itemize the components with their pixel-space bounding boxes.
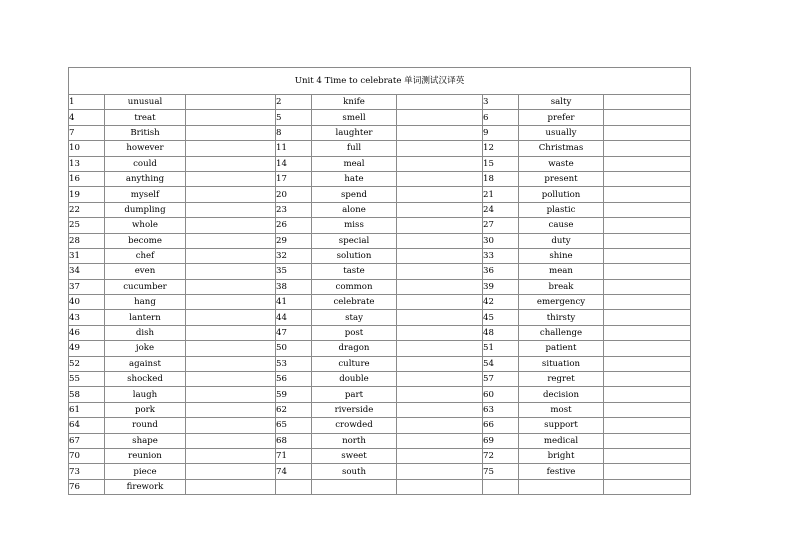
item-number: 11: [276, 141, 312, 156]
item-number: 14: [276, 156, 312, 171]
item-number: 8: [276, 125, 312, 140]
answer-blank[interactable]: [604, 372, 691, 387]
vocab-word: pork: [105, 402, 186, 417]
answer-blank[interactable]: [186, 279, 276, 294]
item-number: 74: [276, 464, 312, 479]
vocab-word: whole: [105, 218, 186, 233]
answer-blank[interactable]: [604, 310, 691, 325]
item-number: 75: [483, 464, 519, 479]
table-row: [69, 325, 691, 340]
vocab-word: cucumber: [105, 279, 186, 294]
answer-blank[interactable]: [604, 248, 691, 263]
vocab-word: reunion: [105, 448, 186, 463]
answer-blank[interactable]: [397, 479, 483, 494]
item-number: 22: [69, 202, 105, 217]
item-number: 71: [276, 448, 312, 463]
answer-blank[interactable]: [604, 233, 691, 248]
vocab-word: present: [519, 171, 604, 186]
answer-blank[interactable]: [604, 264, 691, 279]
table-row: [69, 141, 691, 156]
vocab-word: miss: [312, 218, 397, 233]
answer-blank[interactable]: [397, 279, 483, 294]
vocab-word: dragon: [312, 341, 397, 356]
vocab-word: firework: [105, 479, 186, 494]
vocab-word: waste: [519, 156, 604, 171]
vocab-word: against: [105, 356, 186, 371]
item-number: 63: [483, 402, 519, 417]
item-number: 49: [69, 341, 105, 356]
item-number: 24: [483, 202, 519, 217]
answer-blank[interactable]: [186, 295, 276, 310]
answer-blank[interactable]: [186, 433, 276, 448]
answer-blank[interactable]: [397, 218, 483, 233]
vocab-word: duty: [519, 233, 604, 248]
answer-blank[interactable]: [397, 402, 483, 417]
table-row: [69, 233, 691, 248]
vocab-word: joke: [105, 341, 186, 356]
item-number: 62: [276, 402, 312, 417]
answer-blank[interactable]: [397, 156, 483, 171]
answer-blank[interactable]: [397, 448, 483, 463]
answer-blank[interactable]: [186, 95, 276, 110]
answer-blank[interactable]: [397, 418, 483, 433]
item-number: 15: [483, 156, 519, 171]
item-number: 60: [483, 387, 519, 402]
answer-blank[interactable]: [397, 233, 483, 248]
vocabulary-table: [68, 67, 691, 495]
vocab-word: full: [312, 141, 397, 156]
vocab-word: challenge: [519, 325, 604, 340]
item-number: 37: [69, 279, 105, 294]
vocab-word: plastic: [519, 202, 604, 217]
vocab-word: lantern: [105, 310, 186, 325]
vocab-word: north: [312, 433, 397, 448]
answer-blank[interactable]: [604, 295, 691, 310]
item-number: 27: [483, 218, 519, 233]
vocab-word: dumpling: [105, 202, 186, 217]
vocab-word: crowded: [312, 418, 397, 433]
answer-blank[interactable]: [186, 125, 276, 140]
vocab-word: bright: [519, 448, 604, 463]
answer-blank[interactable]: [397, 110, 483, 125]
vocab-word: laugh: [105, 387, 186, 402]
item-number: 38: [276, 279, 312, 294]
answer-blank[interactable]: [186, 448, 276, 463]
item-number: 35: [276, 264, 312, 279]
vocab-word: taste: [312, 264, 397, 279]
vocab-word: dish: [105, 325, 186, 340]
answer-blank[interactable]: [186, 372, 276, 387]
answer-blank[interactable]: [186, 233, 276, 248]
answer-blank[interactable]: [397, 295, 483, 310]
table-row: [69, 248, 691, 263]
answer-blank[interactable]: [604, 279, 691, 294]
vocab-word: emergency: [519, 295, 604, 310]
answer-blank[interactable]: [397, 125, 483, 140]
answer-blank[interactable]: [186, 325, 276, 340]
answer-blank[interactable]: [604, 187, 691, 202]
item-number: 55: [69, 372, 105, 387]
item-number: 33: [483, 248, 519, 263]
item-number: 25: [69, 218, 105, 233]
table-row: [69, 110, 691, 125]
vocab-word: break: [519, 279, 604, 294]
item-number: 19: [69, 187, 105, 202]
table-row: [69, 202, 691, 217]
vocabulary-test-sheet: [68, 67, 690, 495]
item-number: 36: [483, 264, 519, 279]
vocab-word: unusual: [105, 95, 186, 110]
vocab-word: shocked: [105, 372, 186, 387]
item-number: 76: [69, 479, 105, 494]
answer-blank[interactable]: [397, 141, 483, 156]
answer-blank[interactable]: [186, 248, 276, 263]
page-title: [69, 68, 691, 95]
vocab-word: hate: [312, 171, 397, 186]
table-row: [69, 433, 691, 448]
table-row: [69, 418, 691, 433]
vocab-word: most: [519, 402, 604, 417]
vocab-word: British: [105, 125, 186, 140]
vocab-word: knife: [312, 95, 397, 110]
answer-blank[interactable]: [604, 110, 691, 125]
vocab-word: double: [312, 372, 397, 387]
answer-blank[interactable]: [397, 341, 483, 356]
answer-blank[interactable]: [604, 341, 691, 356]
vocab-word: part: [312, 387, 397, 402]
answer-blank[interactable]: [397, 310, 483, 325]
answer-blank[interactable]: [397, 248, 483, 263]
answer-blank[interactable]: [397, 264, 483, 279]
table-row: [69, 295, 691, 310]
answer-blank[interactable]: [186, 156, 276, 171]
item-number: 40: [69, 295, 105, 310]
vocab-word: laughter: [312, 125, 397, 140]
vocab-word: however: [105, 141, 186, 156]
item-number: 45: [483, 310, 519, 325]
item-number: [276, 479, 312, 494]
answer-blank[interactable]: [186, 387, 276, 402]
item-number: 4: [69, 110, 105, 125]
item-number: 6: [483, 110, 519, 125]
item-number: 41: [276, 295, 312, 310]
item-number: 73: [69, 464, 105, 479]
answer-blank[interactable]: [604, 156, 691, 171]
vocab-word: culture: [312, 356, 397, 371]
answer-blank[interactable]: [604, 464, 691, 479]
vocab-word: medical: [519, 433, 604, 448]
item-number: 70: [69, 448, 105, 463]
item-number: 61: [69, 402, 105, 417]
vocab-word: decision: [519, 387, 604, 402]
answer-blank[interactable]: [397, 187, 483, 202]
item-number: 30: [483, 233, 519, 248]
vocab-word: shape: [105, 433, 186, 448]
item-number: 3: [483, 95, 519, 110]
table-row: [69, 402, 691, 417]
item-number: [483, 479, 519, 494]
answer-blank[interactable]: [186, 464, 276, 479]
answer-blank[interactable]: [604, 141, 691, 156]
vocab-word: mean: [519, 264, 604, 279]
item-number: 20: [276, 187, 312, 202]
item-number: 5: [276, 110, 312, 125]
vocab-word: become: [105, 233, 186, 248]
answer-blank[interactable]: [397, 325, 483, 340]
item-number: 42: [483, 295, 519, 310]
item-number: 47: [276, 325, 312, 340]
item-number: 1: [69, 95, 105, 110]
vocab-word: meal: [312, 156, 397, 171]
answer-blank[interactable]: [186, 218, 276, 233]
vocab-word: patient: [519, 341, 604, 356]
vocab-word: common: [312, 279, 397, 294]
vocab-word: round: [105, 418, 186, 433]
table-row: [69, 310, 691, 325]
answer-blank[interactable]: [186, 479, 276, 494]
vocab-word: stay: [312, 310, 397, 325]
table-row: [69, 187, 691, 202]
item-number: 31: [69, 248, 105, 263]
answer-blank[interactable]: [397, 433, 483, 448]
answer-blank[interactable]: [397, 464, 483, 479]
item-number: 10: [69, 141, 105, 156]
table-row: [69, 372, 691, 387]
vocab-word: sweet: [312, 448, 397, 463]
answer-blank[interactable]: [604, 418, 691, 433]
answer-blank[interactable]: [186, 202, 276, 217]
table-row: [69, 356, 691, 371]
item-number: 52: [69, 356, 105, 371]
title-row: [69, 68, 691, 95]
item-number: 72: [483, 448, 519, 463]
answer-blank[interactable]: [397, 387, 483, 402]
table-row: [69, 156, 691, 171]
item-number: 58: [69, 387, 105, 402]
answer-blank[interactable]: [186, 171, 276, 186]
vocab-word: smell: [312, 110, 397, 125]
item-number: 67: [69, 433, 105, 448]
answer-blank[interactable]: [604, 356, 691, 371]
item-number: 64: [69, 418, 105, 433]
vocab-word: support: [519, 418, 604, 433]
item-number: 50: [276, 341, 312, 356]
table-row: [69, 464, 691, 479]
vocab-word: hang: [105, 295, 186, 310]
answer-blank[interactable]: [604, 479, 691, 494]
answer-blank[interactable]: [604, 387, 691, 402]
table-row: [69, 479, 691, 494]
item-number: 39: [483, 279, 519, 294]
vocab-word: festive: [519, 464, 604, 479]
table-row: [69, 171, 691, 186]
item-number: 68: [276, 433, 312, 448]
vocab-word: piece: [105, 464, 186, 479]
answer-blank[interactable]: [186, 356, 276, 371]
table-row: [69, 264, 691, 279]
vocab-word: salty: [519, 95, 604, 110]
item-number: 51: [483, 341, 519, 356]
answer-blank[interactable]: [186, 187, 276, 202]
title-text: Unit 4 Time to celebrate 单词测试汉译英: [294, 76, 465, 86]
table-row: [69, 387, 691, 402]
vocab-word: prefer: [519, 110, 604, 125]
item-number: 32: [276, 248, 312, 263]
item-number: 53: [276, 356, 312, 371]
vocab-word: solution: [312, 248, 397, 263]
vocab-word: post: [312, 325, 397, 340]
item-number: 46: [69, 325, 105, 340]
vocab-word: [312, 479, 397, 494]
answer-blank[interactable]: [186, 341, 276, 356]
vocab-word: spend: [312, 187, 397, 202]
item-number: 57: [483, 372, 519, 387]
item-number: 44: [276, 310, 312, 325]
vocab-word: anything: [105, 171, 186, 186]
vocab-word: thirsty: [519, 310, 604, 325]
item-number: 59: [276, 387, 312, 402]
vocab-word: shine: [519, 248, 604, 263]
answer-blank[interactable]: [397, 95, 483, 110]
table-row: [69, 218, 691, 233]
answer-blank[interactable]: [397, 171, 483, 186]
answer-blank[interactable]: [397, 202, 483, 217]
vocab-word: Christmas: [519, 141, 604, 156]
answer-blank[interactable]: [604, 125, 691, 140]
vocab-word: [519, 479, 604, 494]
item-number: 12: [483, 141, 519, 156]
vocab-word: treat: [105, 110, 186, 125]
item-number: 21: [483, 187, 519, 202]
item-number: 66: [483, 418, 519, 433]
vocab-word: even: [105, 264, 186, 279]
item-number: 48: [483, 325, 519, 340]
vocab-word: chef: [105, 248, 186, 263]
answer-blank[interactable]: [604, 171, 691, 186]
vocab-word: regret: [519, 372, 604, 387]
item-number: 56: [276, 372, 312, 387]
answer-blank[interactable]: [604, 448, 691, 463]
vocab-word: celebrate: [312, 295, 397, 310]
item-number: 23: [276, 202, 312, 217]
answer-blank[interactable]: [604, 95, 691, 110]
vocab-word: pollution: [519, 187, 604, 202]
answer-blank[interactable]: [604, 433, 691, 448]
item-number: 65: [276, 418, 312, 433]
answer-blank[interactable]: [186, 418, 276, 433]
table-row: [69, 95, 691, 110]
answer-blank[interactable]: [604, 402, 691, 417]
item-number: 18: [483, 171, 519, 186]
item-number: 29: [276, 233, 312, 248]
vocab-word: alone: [312, 202, 397, 217]
item-number: 26: [276, 218, 312, 233]
vocab-word: south: [312, 464, 397, 479]
vocab-word: could: [105, 156, 186, 171]
item-number: 17: [276, 171, 312, 186]
table-row: [69, 341, 691, 356]
item-number: 43: [69, 310, 105, 325]
answer-blank[interactable]: [397, 356, 483, 371]
answer-blank[interactable]: [186, 141, 276, 156]
answer-blank[interactable]: [604, 218, 691, 233]
answer-blank[interactable]: [186, 110, 276, 125]
answer-blank[interactable]: [186, 310, 276, 325]
item-number: 34: [69, 264, 105, 279]
item-number: 28: [69, 233, 105, 248]
item-number: 69: [483, 433, 519, 448]
vocab-word: usually: [519, 125, 604, 140]
table-row: [69, 448, 691, 463]
answer-blank[interactable]: [186, 264, 276, 279]
vocab-word: myself: [105, 187, 186, 202]
item-number: 9: [483, 125, 519, 140]
item-number: 13: [69, 156, 105, 171]
answer-blank[interactable]: [397, 372, 483, 387]
vocab-word: riverside: [312, 402, 397, 417]
item-number: 16: [69, 171, 105, 186]
vocab-word: cause: [519, 218, 604, 233]
item-number: 7: [69, 125, 105, 140]
answer-blank[interactable]: [604, 202, 691, 217]
table-row: [69, 279, 691, 294]
answer-blank[interactable]: [604, 325, 691, 340]
item-number: 2: [276, 95, 312, 110]
table-row: [69, 125, 691, 140]
item-number: 54: [483, 356, 519, 371]
answer-blank[interactable]: [186, 402, 276, 417]
vocab-word: special: [312, 233, 397, 248]
vocab-word: situation: [519, 356, 604, 371]
